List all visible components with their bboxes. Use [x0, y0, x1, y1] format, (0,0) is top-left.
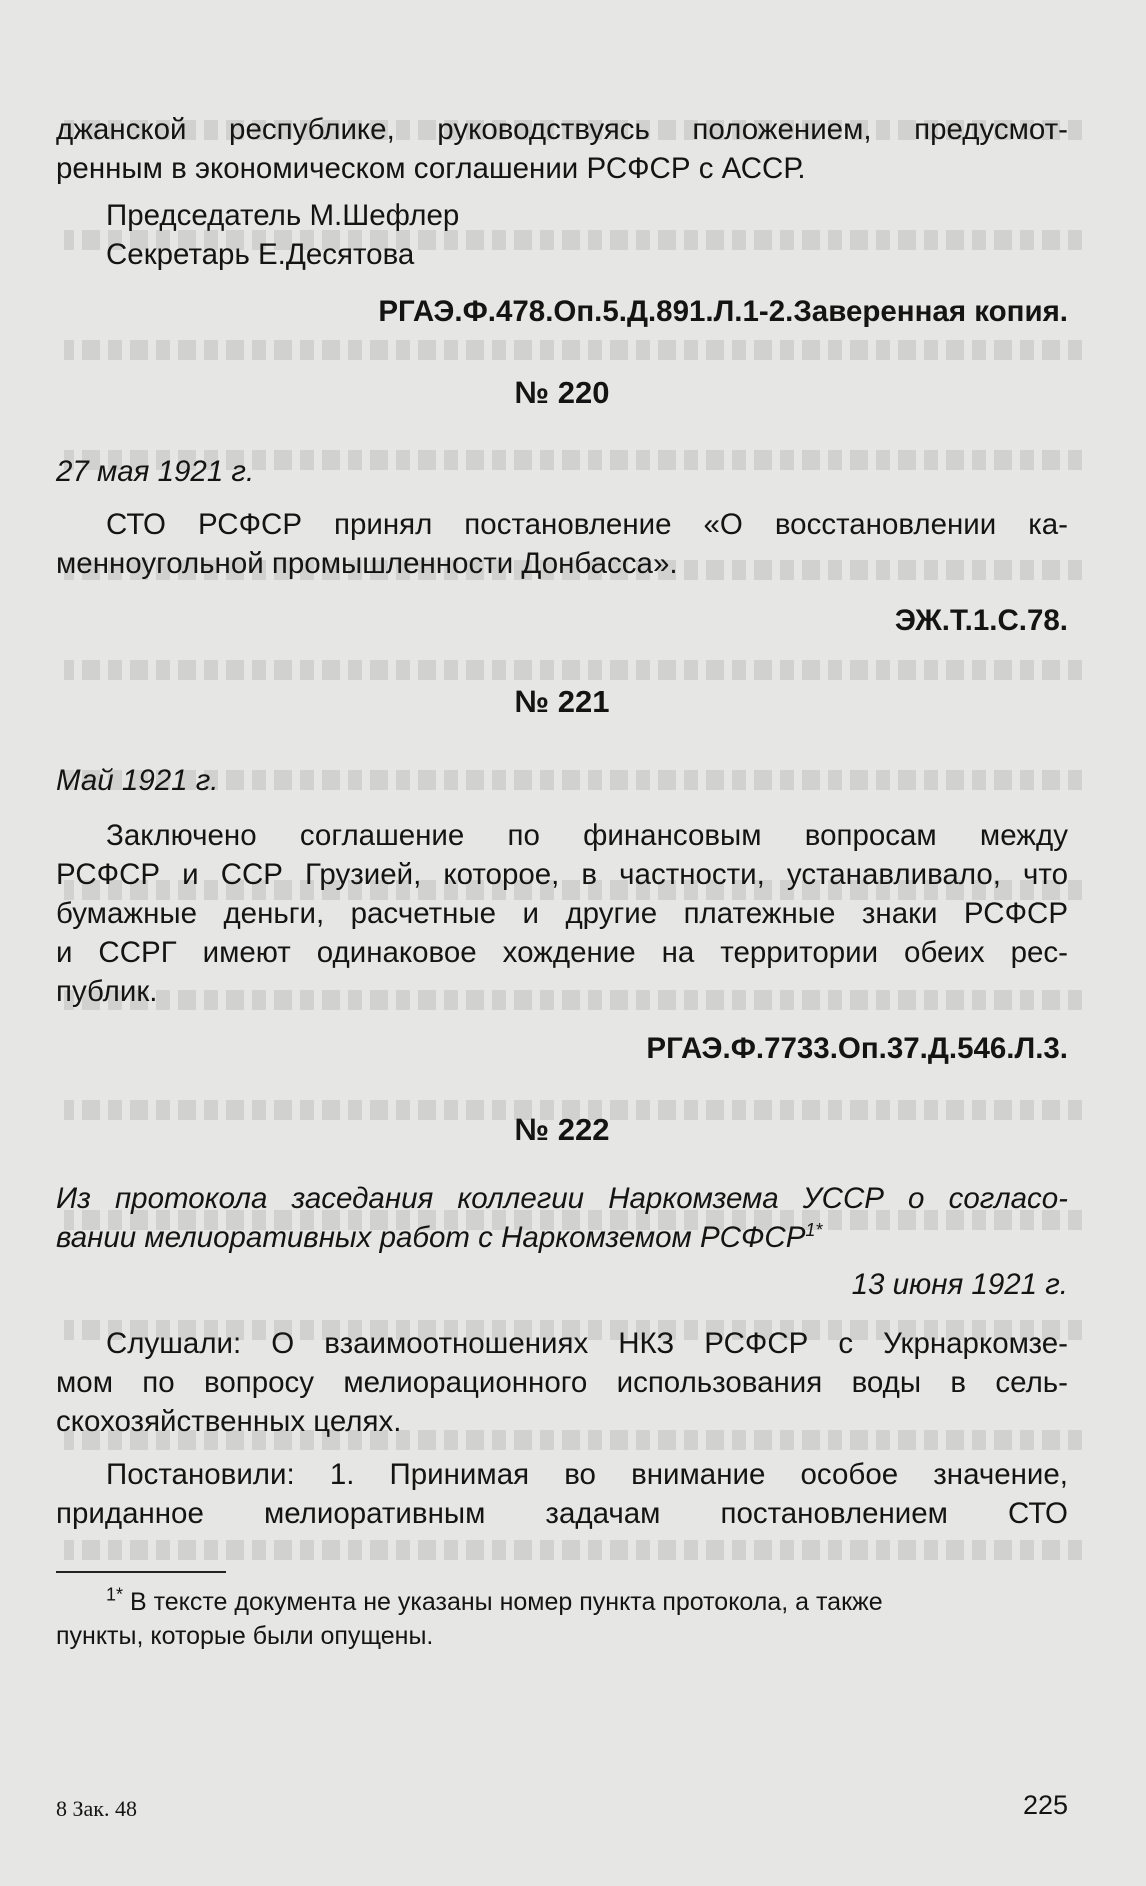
document-date: Май 1921 г.: [56, 764, 219, 797]
continuation-paragraph: [56, 110, 1068, 188]
footnote-marker: 1*: [805, 1220, 823, 1241]
document-body: [56, 505, 1068, 583]
signature-secretary: Секретарь Е.Десятова: [106, 238, 415, 271]
text-line: Постановили: 1. Принимая во внимание особое значение,: [106, 1458, 1068, 1491]
text-line: публик.: [56, 975, 158, 1008]
page-number: 225: [1022, 1790, 1068, 1820]
text-line: приданное мелиоративным задачам постановлением СТО: [56, 1497, 1068, 1530]
heard-section: [56, 1324, 1068, 1441]
document-date: 27 мая 1921 г.: [56, 455, 255, 488]
document-heading: [56, 1179, 1068, 1257]
heading-line: Из протокола заседания коллегии Наркомзема УССР о согласо-: [56, 1182, 1068, 1215]
printer-mark: 8 Зак. 48: [56, 1796, 137, 1821]
text-line: мом по вопросу мелиорационного использования воды в сель-: [56, 1366, 1068, 1399]
footnote-text: В тексте документа не указаны номер пункта протокола, а также: [129, 1588, 883, 1616]
footnote-text: пункты, которые были опущены.: [56, 1622, 434, 1650]
text-line: и ССРГ имеют одинаковое хождение на территории обеих рес-: [56, 936, 1068, 969]
text-line: СТО РСФСР принял постановление «О восстановлении ка-: [106, 508, 1068, 541]
text-line: ренным в экономическом соглашении РСФСР с АССР.: [56, 152, 806, 185]
text-line: менноугольной промышленности Донбасса».: [56, 547, 678, 580]
signature-chairman: Председатель М.Шефлер: [106, 199, 460, 232]
document-number: № 221: [514, 684, 610, 719]
text-line: Слушали: О взаимоотношениях НКЗ РСФСР с Укрнаркомзе-: [106, 1327, 1068, 1360]
text-line: РСФСР и ССР Грузией, которое, в частности, устанавливало, что: [56, 858, 1068, 891]
heading-line: вании мелиоративных работ с Наркомземом РСФСР: [56, 1221, 806, 1254]
archive-reference: РГАЭ.Ф.478.Оп.5.Д.891.Л.1-2.Заверенная копия.: [378, 295, 1068, 328]
text-line: Заключено соглашение по финансовым вопросам между: [106, 819, 1068, 852]
footnote: [56, 1585, 1068, 1653]
resolved-section: [56, 1455, 1068, 1533]
document-number: № 220: [514, 375, 610, 410]
footnote-marker: 1*: [106, 1584, 124, 1605]
page-content: [56, 110, 1068, 1653]
archive-reference: ЭЖ.Т.1.С.78.: [894, 604, 1068, 637]
text-line: джанской республике, руководствуясь положением, предусмот-: [56, 113, 1068, 146]
archive-reference: РГАЭ.Ф.7733.Оп.37.Д.546.Л.3.: [646, 1032, 1068, 1065]
text-line: скохозяйственных целях.: [56, 1405, 402, 1438]
document-body: [56, 816, 1068, 1011]
text-line: бумажные деньги, расчетные и другие платежные знаки РСФСР: [56, 897, 1068, 930]
document-date: 13 июня 1921 г.: [851, 1268, 1068, 1301]
document-number: № 222: [514, 1112, 610, 1147]
